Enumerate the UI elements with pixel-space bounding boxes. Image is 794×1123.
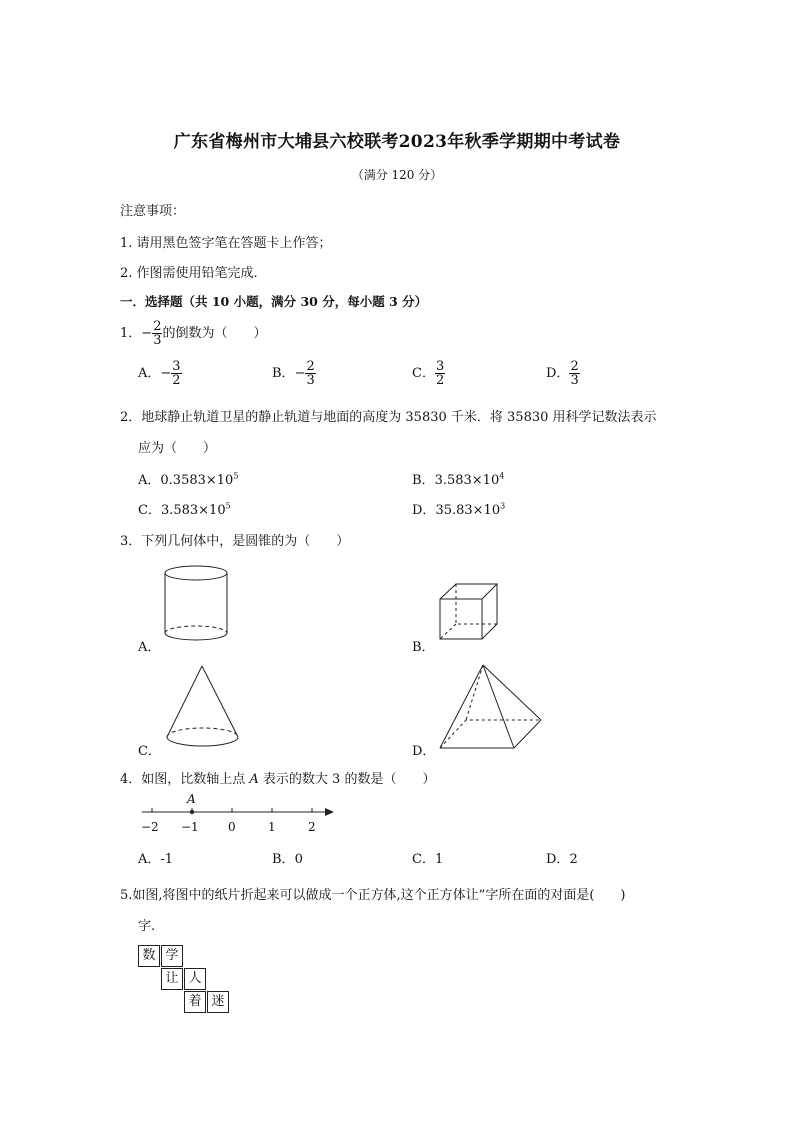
net-cell: 让	[161, 968, 183, 990]
option-base: 3.583×10	[160, 503, 226, 518]
option-label: A．	[138, 366, 161, 381]
question-2-line-1: 2．地球静止轨道卫星的静止轨道与地面的高度为 35830 千米．将 35830 用科学记数法表示	[120, 410, 657, 425]
cube-icon	[436, 580, 500, 642]
question-3-stem: 3．下列几何体中，是圆锥的为（ ）	[120, 534, 350, 549]
option-sign: −	[160, 366, 172, 381]
option-exponent: 4	[499, 471, 505, 481]
tick-label: 2	[308, 820, 316, 834]
question-5-line-2: 字.	[138, 919, 156, 934]
option-fraction	[305, 360, 315, 387]
option-label: C．	[412, 852, 435, 867]
option-exponent: 5	[225, 501, 231, 511]
question-text: 表示的数大 3 的数是（ ）	[258, 772, 436, 787]
option-label: D．	[546, 366, 570, 381]
question-2-line-2: 应为（ ）	[138, 441, 217, 456]
option-label: B．	[412, 473, 435, 488]
option-label: A．	[138, 852, 161, 867]
fraction-numerator: 2	[153, 319, 162, 334]
question-text: 的倒数为（ ）	[162, 326, 267, 341]
option-value: 0	[294, 852, 303, 867]
q3-label-d: D．	[412, 744, 436, 759]
option-fraction	[171, 360, 181, 387]
option-label: D．	[546, 852, 570, 867]
point-label: A	[249, 772, 259, 787]
tick-label: −1	[181, 820, 199, 834]
option-fraction	[569, 360, 579, 387]
page-title: 广东省梅州市大埔县六校联考2023年秋季学期期中考试卷	[173, 132, 621, 152]
cube-net	[138, 945, 238, 1017]
q1-option-b	[272, 360, 316, 387]
option-exponent: 5	[233, 471, 239, 481]
q2-option-c	[138, 499, 231, 518]
q4-option-c	[412, 848, 443, 867]
fraction-numerator: 2	[570, 359, 579, 374]
fraction-numerator: 2	[306, 359, 315, 374]
option-value: -1	[160, 852, 174, 867]
fraction-numerator: 3	[172, 359, 181, 374]
q2-option-d	[412, 499, 505, 518]
q4-option-b	[272, 848, 303, 867]
note-item-2: 2. 作图需使用铅笔完成.	[120, 266, 258, 281]
fraction-numerator: 3	[435, 359, 445, 374]
question-number: 1．	[120, 326, 142, 341]
option-exponent: 3	[500, 501, 506, 511]
option-label: C．	[412, 366, 435, 381]
tick-label: −2	[141, 820, 159, 834]
cone-icon	[160, 663, 244, 753]
tick-label: 1	[268, 820, 276, 834]
question-4-stem	[120, 768, 435, 787]
fraction-denominator: 2	[172, 373, 181, 388]
q4-option-a	[138, 848, 173, 867]
fraction-sign: −	[141, 326, 153, 341]
q3-label-c: C．	[138, 744, 161, 759]
q3-label-b: B．	[412, 640, 435, 655]
option-sign: −	[294, 366, 306, 381]
net-cell: 人	[184, 968, 206, 990]
q2-option-b	[412, 469, 504, 488]
option-value: 2	[569, 852, 578, 867]
point-a-label: A	[187, 792, 196, 806]
number-line	[140, 792, 340, 842]
option-label: D．	[412, 503, 436, 518]
option-base: 0.3583×10	[160, 473, 234, 488]
option-base: 3.583×10	[434, 473, 500, 488]
q1-option-c	[412, 360, 445, 387]
q3-label-a: A．	[138, 640, 161, 655]
net-cell: 数	[138, 945, 160, 967]
fraction	[152, 320, 162, 347]
pyramid-icon	[436, 662, 546, 752]
option-value: 1	[434, 852, 444, 867]
q2-option-a	[138, 469, 238, 488]
q1-option-d	[546, 360, 580, 387]
fraction-denominator: 3	[153, 333, 162, 348]
page-subtitle: （满分 120 分）	[351, 168, 443, 182]
fraction-denominator: 2	[435, 373, 445, 388]
question-text: 4．如图，比数轴上点	[120, 772, 250, 787]
tick-label: 0	[228, 820, 236, 834]
net-cell: 迷	[207, 991, 229, 1013]
fraction-denominator: 3	[306, 373, 315, 388]
question-1-stem	[120, 320, 266, 347]
question-5-line-1: 5.如图,将图中的纸片折起来可以做成一个正方体,这个正方体让”字所在面的对面是( )	[120, 888, 626, 903]
option-label: B．	[272, 366, 295, 381]
option-base: 35.83×10	[435, 503, 501, 518]
cylinder-icon	[160, 563, 234, 645]
notes-heading: 注意事项：	[120, 204, 186, 219]
q4-option-d	[546, 848, 578, 867]
net-cell: 学	[161, 945, 183, 967]
section-heading: 一．选择题（共 10 小题，满分 30 分，每小题 3 分）	[120, 294, 428, 309]
option-label: B．	[272, 852, 295, 867]
net-cell: 着	[184, 991, 206, 1013]
note-item-1: 1. 请用黑色签字笔在答题卡上作答；	[120, 236, 332, 251]
option-label: A．	[138, 473, 161, 488]
number-line-axis	[140, 792, 340, 822]
option-label: C．	[138, 503, 161, 518]
option-fraction	[435, 360, 445, 387]
fraction-denominator: 3	[570, 373, 579, 388]
q1-option-a	[138, 360, 182, 387]
